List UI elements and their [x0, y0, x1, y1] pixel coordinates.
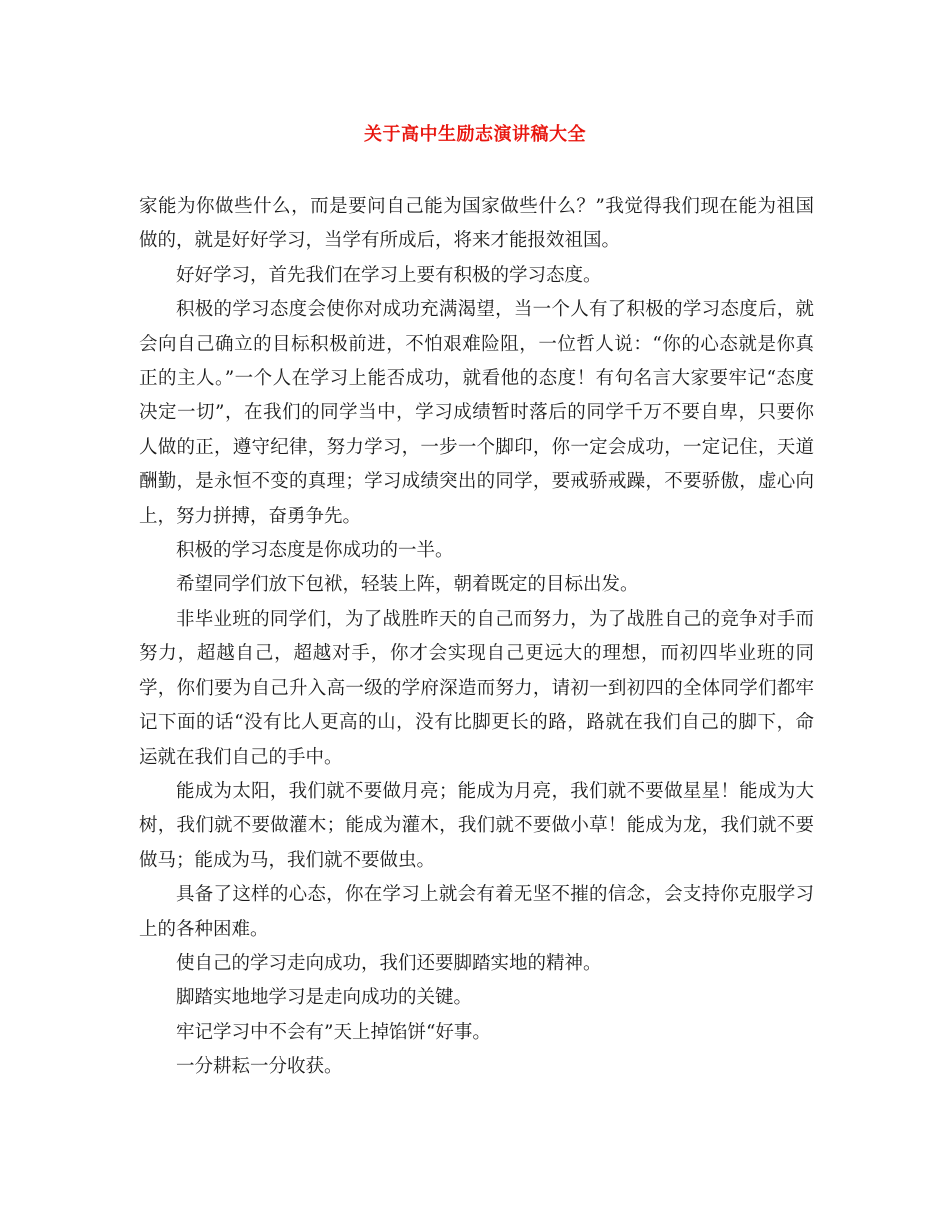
paragraph-6: 非毕业班的同学们，为了战胜昨天的自己而努力，为了战胜自己的竞争对手而努力，超越自己，超越对手，你才会实现自己更远大的理想，而初四毕业班的同学，你们要为自己升入高一级的学府深造而努力，请初一到初四的全体同学们都牢记下面的话“没有比人更高的山，没有比脚更长的路，路就在我们自己的脚下，命运就在我们自己的手中。 — [139, 608, 814, 768]
paragraph-11: 牢记学习中不会有”天上掉馅饼“好事。 — [176, 1021, 491, 1043]
paragraph-3: 积极的学习态度会使你对成功充满渴望，当一个人有了积极的学习态度后，就会向自己确立的目标积极前进，不怕艰难险阻，一位哲人说：“你的心态就是你真正的主人。”一个人在学习上能否成功，就看他的态度！有句名言大家要牢记“态度决定一切”，在我们的同学当中，学习成绩暂时落后的同学千万不要自卑，只要你人做的正，遵守纪律，努力学习，一步一个脚印，你一定会成功，一定记住，天道酬勤，是永恒不变的真理；学习成绩突出的同学，要戒骄戒躁，不要骄傲，虚心向上，努力拼搏，奋勇争先。 — [139, 299, 814, 527]
paragraph-1: 家能为你做些什么，而是要问自己能为国家做些什么？”我觉得我们现在能为祖国做的，就是好好学习，当学有所成后，将来才能报效祖国。 — [139, 196, 814, 252]
paragraph-4: 积极的学习态度是你成功的一半。 — [176, 540, 454, 562]
paragraph-5: 希望同学们放下包袱，轻装上阵，朝着既定的目标出发。 — [176, 574, 639, 596]
document-body — [139, 190, 814, 1085]
paragraph-8: 具备了这样的心态，你在学习上就会有着无坚不摧的信念，会支持你克服学习上的各种困难。 — [139, 884, 814, 940]
paragraph-2: 好好学习，首先我们在学习上要有积极的学习态度。 — [176, 264, 602, 286]
document-title: 关于高中生励志演讲稿大全 — [364, 124, 586, 145]
paragraph-9: 使自己的学习走向成功，我们还要脚踏实地的精神。 — [176, 952, 602, 974]
paragraph-10: 脚踏实地地学习是走向成功的关键。 — [176, 987, 473, 1009]
paragraph-7: 能成为太阳，我们就不要做月亮；能成为月亮，我们就不要做星星！能成为大树，我们就不要做灌木；能成为灌木，我们就不要做小草！能成为龙，我们就不要做马；能成为马，我们就不要做虫。 — [139, 780, 814, 871]
paragraph-12: 一分耕耘一分收获。 — [176, 1056, 343, 1078]
